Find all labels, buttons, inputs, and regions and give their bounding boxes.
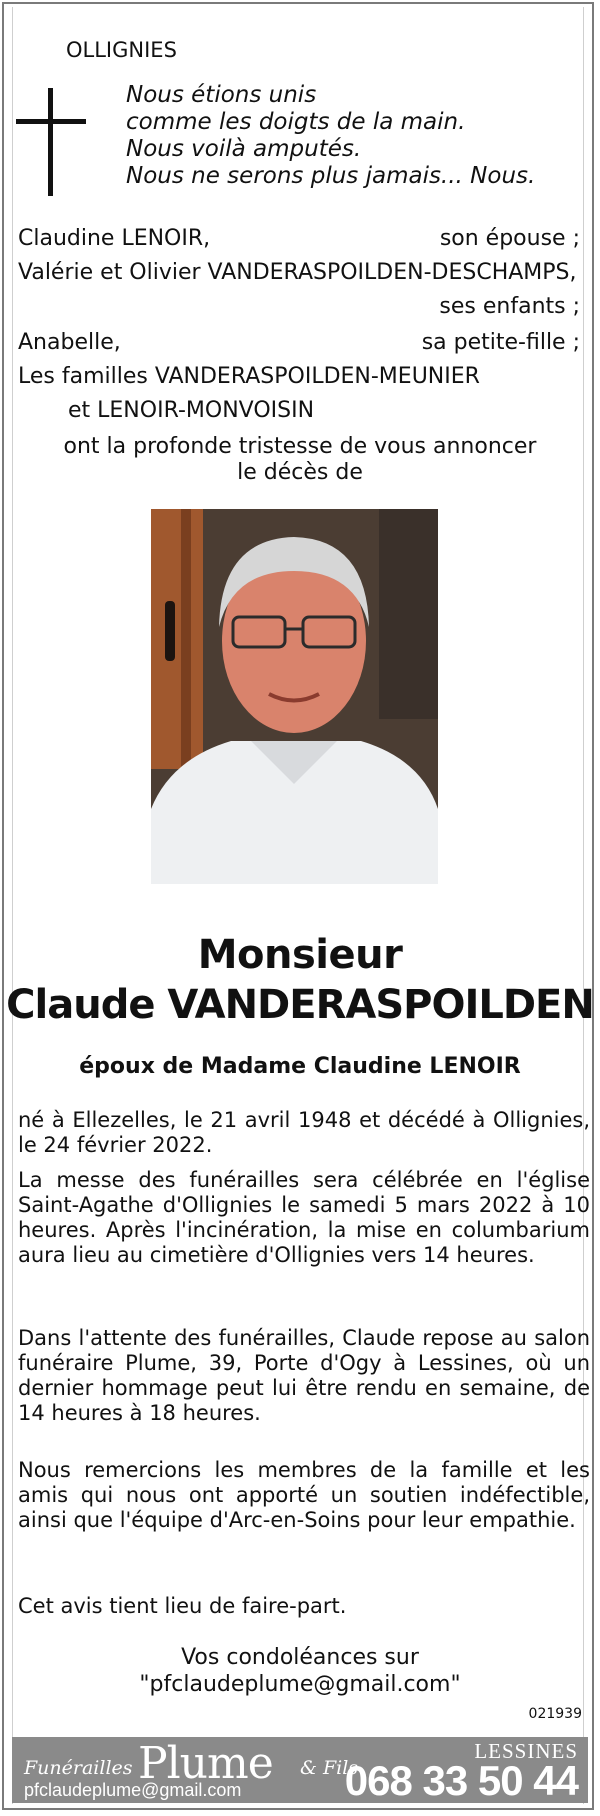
condolences <box>4 1644 596 1698</box>
family-member-name: Les familles VANDERASPOILDEN-MEUNIER <box>18 364 480 389</box>
announcement-text: ont la profonde tristesse de vous annoncer <box>63 434 537 459</box>
family-member-name: Claudine LENOIR, <box>18 226 211 251</box>
condolences-email: "pfclaudeplume@gmail.com" <box>139 1672 461 1697</box>
family-member-name: et LENOIR-MONVOISIN <box>68 398 315 423</box>
town-heading: OLLIGNIES <box>66 38 177 62</box>
spouse-line: époux de Madame Claudine LENOIR <box>79 1054 521 1079</box>
condolences-intro: Vos condoléances sur <box>181 1645 419 1670</box>
reference-number: 021939 <box>528 1706 582 1722</box>
birth-death-paragraph: né à Ellezelles, le 21 avril 1948 et décédé à Ollignies, le 24 février 2022. <box>18 1108 590 1157</box>
ceremony-paragraph: La messe des funérailles sera célébrée en l'église Saint-Agathe d'Ollignies le samedi 5 mars 2022 à 10 heures. Après l'incinération, la mise en columbarium aura lieu au cimetière d'Ollignies vers 14 heures. <box>18 1168 590 1267</box>
banner-fils: & Fils <box>300 1757 359 1779</box>
banner-plume-logo: Plume <box>138 1738 273 1789</box>
banner-phone: 068 33 50 44 <box>344 1757 578 1803</box>
poem <box>126 82 535 190</box>
cross-icon-bar <box>16 119 86 124</box>
family-relation: ses enfants ; <box>439 294 580 319</box>
family-member-name: Anabelle, <box>18 330 121 355</box>
portrait-illustration <box>151 509 438 884</box>
banner-email: pfclaudeplume@gmail.com <box>24 1780 242 1800</box>
poem-line: Nous voilà amputés. <box>126 136 362 162</box>
deceased-title: Monsieur <box>197 932 403 978</box>
obituary-notice <box>2 2 594 1810</box>
banner-funerailles: Funérailles <box>24 1757 133 1779</box>
portrait-photo <box>151 509 438 884</box>
poem-line: Nous étions unis <box>126 82 317 108</box>
family-relation: sa petite-fille ; <box>421 330 580 355</box>
poem-line: comme les doigts de la main. <box>126 109 466 135</box>
deceased-name: Claude VANDERASPOILDEN <box>6 982 594 1028</box>
announcement-text: le décès de <box>237 460 363 485</box>
family-relation: son épouse ; <box>439 226 580 251</box>
funeral-home-banner <box>12 1737 588 1803</box>
family-member-name: Valérie et Olivier VANDERASPOILDEN-DESCHAMPS, <box>18 260 577 285</box>
cross-icon <box>48 88 53 196</box>
visitation-paragraph: Dans l'attente des funérailles, Claude repose au salon funéraire Plume, 39, Porte d'Ogy à Lessines, où un dernier hommage peut lui être rendu en semaine, de 14 heures à 18 heures. <box>18 1326 590 1425</box>
banner-city: LESSINES <box>474 1739 578 1763</box>
thanks-paragraph: Nous remercions les membres de la famille et les amis qui nous ont apporté un soutien indéfectible, ainsi que l'équipe d'Arc-en-Soins pour leur empathie. <box>18 1458 590 1532</box>
poem-line: Nous ne serons plus jamais... Nous. <box>126 163 536 189</box>
notice-paragraph: Cet avis tient lieu de faire-part. <box>18 1594 347 1618</box>
